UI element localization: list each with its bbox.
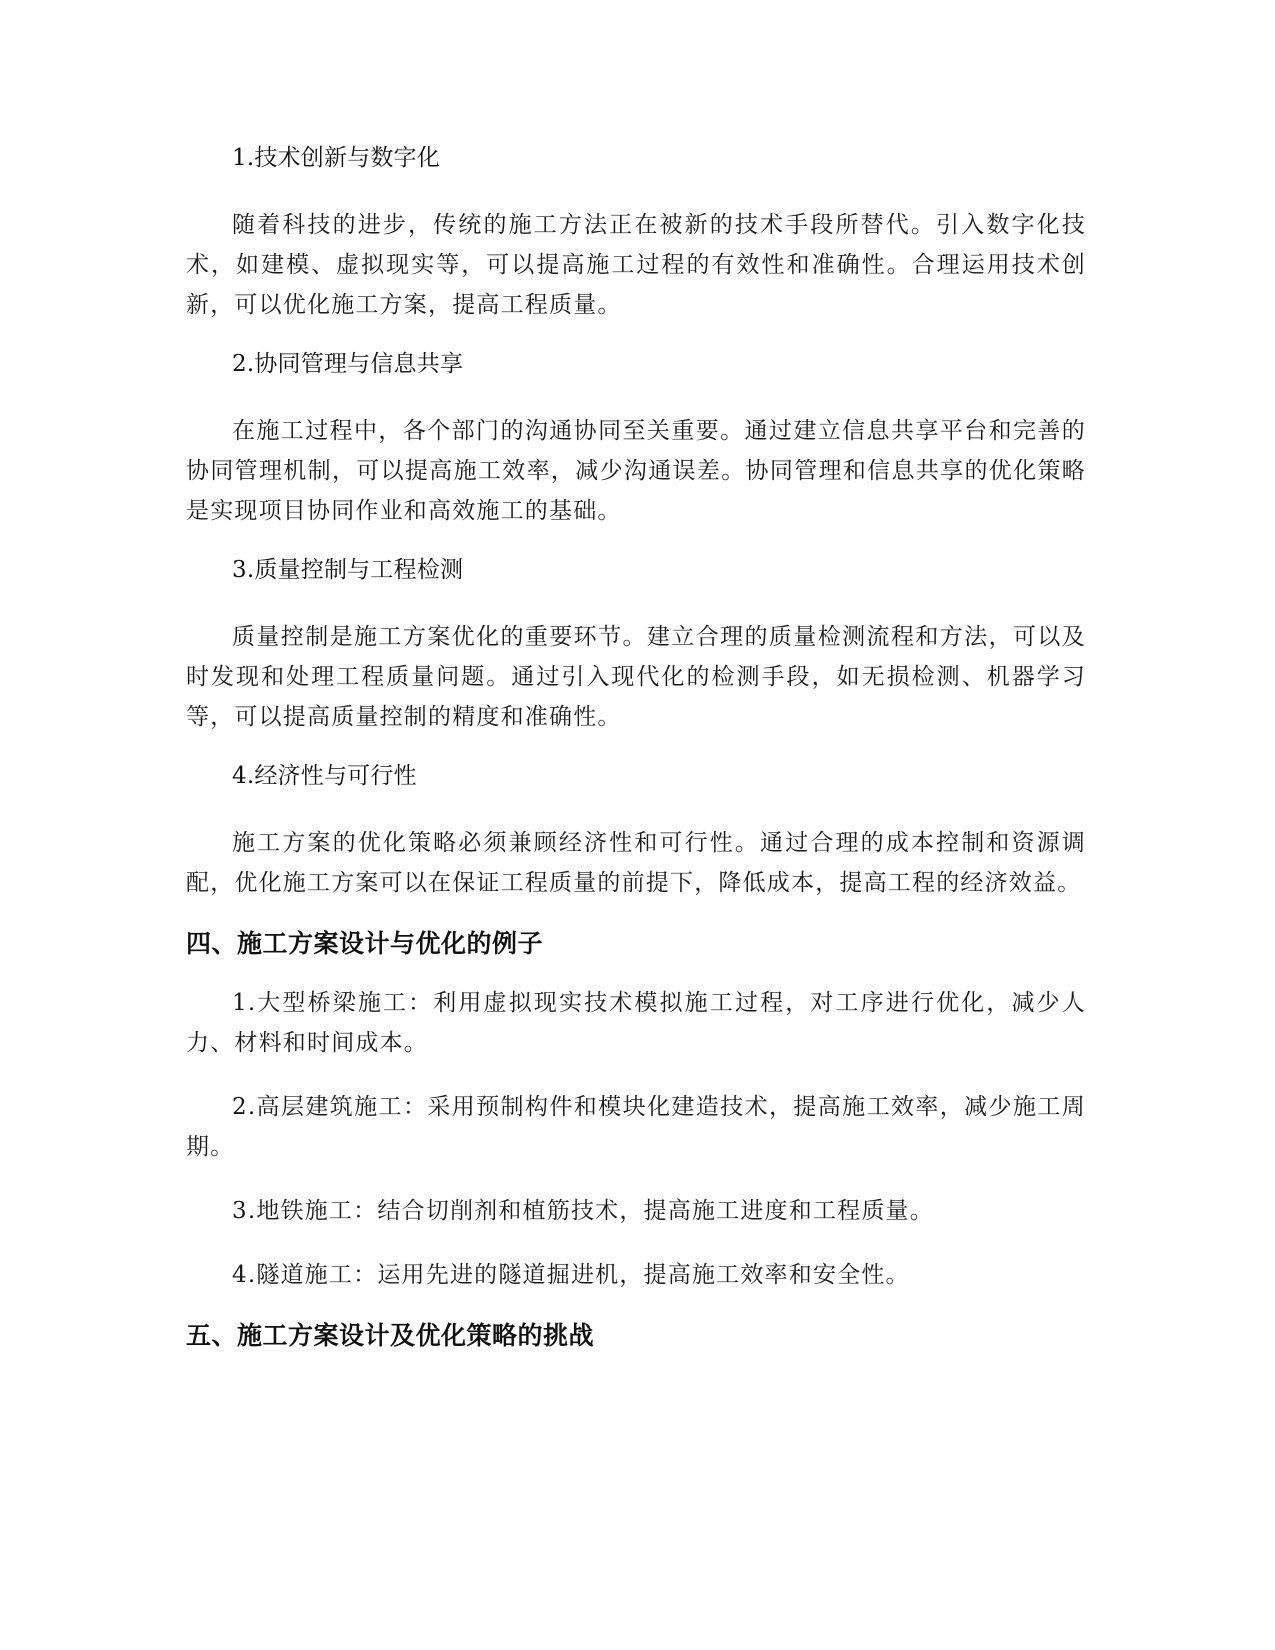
- strategy-item-4: [186, 761, 1086, 903]
- example-item: 4.隧道施工：运用先进的隧道掘进机，提高施工效率和安全性。: [232, 1262, 910, 1288]
- page-content: [186, 143, 1086, 1375]
- strategy-body: 随着科技的进步，传统的施工方法正在被新的技术手段所替代。引入数字化技术，如建模、虚拟现实等，可以提高施工过程的有效性和准确性。合理运用技术创新，可以优化施工方案，提高工程质量。: [186, 212, 1086, 318]
- strategy-body: 质量控制是施工方案优化的重要环节。建立合理的质量检测流程和方法，可以及时发现和处理工程质量问题。通过引入现代化的检测手段，如无损检测、机器学习等，可以提高质量控制的精度和准确性。: [186, 624, 1086, 730]
- strategy-item-1: [186, 143, 1086, 325]
- example-item: 3.地铁施工：结合切削剂和植筋技术，提高施工进度和工程质量。: [232, 1198, 934, 1224]
- strategy-title: 4.经济性与可行性: [232, 763, 417, 789]
- strategy-item-2: [186, 349, 1086, 531]
- strategy-title: 3.质量控制与工程检测: [232, 557, 464, 583]
- strategy-body: 施工方案的优化策略必须兼顾经济性和可行性。通过合理的成本控制和资源调配，优化施工方案可以在保证工程质量的前提下，降低成本，提高工程的经济效益。: [186, 830, 1086, 896]
- strategy-title: 1.技术创新与数字化: [232, 145, 440, 171]
- section-heading-examples: 四、施工方案设计与优化的例子: [186, 929, 544, 958]
- example-item: 1.大型桥梁施工：利用虚拟现实技术模拟施工过程，对工序进行优化，减少人力、材料和时间成本。: [186, 990, 1086, 1056]
- section-heading-challenges: 五、施工方案设计及优化策略的挑战: [186, 1321, 595, 1350]
- strategy-title: 2.协同管理与信息共享: [232, 351, 464, 377]
- strategy-body: 在施工过程中，各个部门的沟通协同至关重要。通过建立信息共享平台和完善的协同管理机制，可以提高施工效率，减少沟通误差。协同管理和信息共享的优化策略是实现项目协同作业和高效施工的基础。: [186, 418, 1086, 524]
- strategy-item-3: [186, 555, 1086, 737]
- example-item: 2.高层建筑施工：采用预制构件和模块化建造技术，提高施工效率，减少施工周期。: [186, 1094, 1086, 1160]
